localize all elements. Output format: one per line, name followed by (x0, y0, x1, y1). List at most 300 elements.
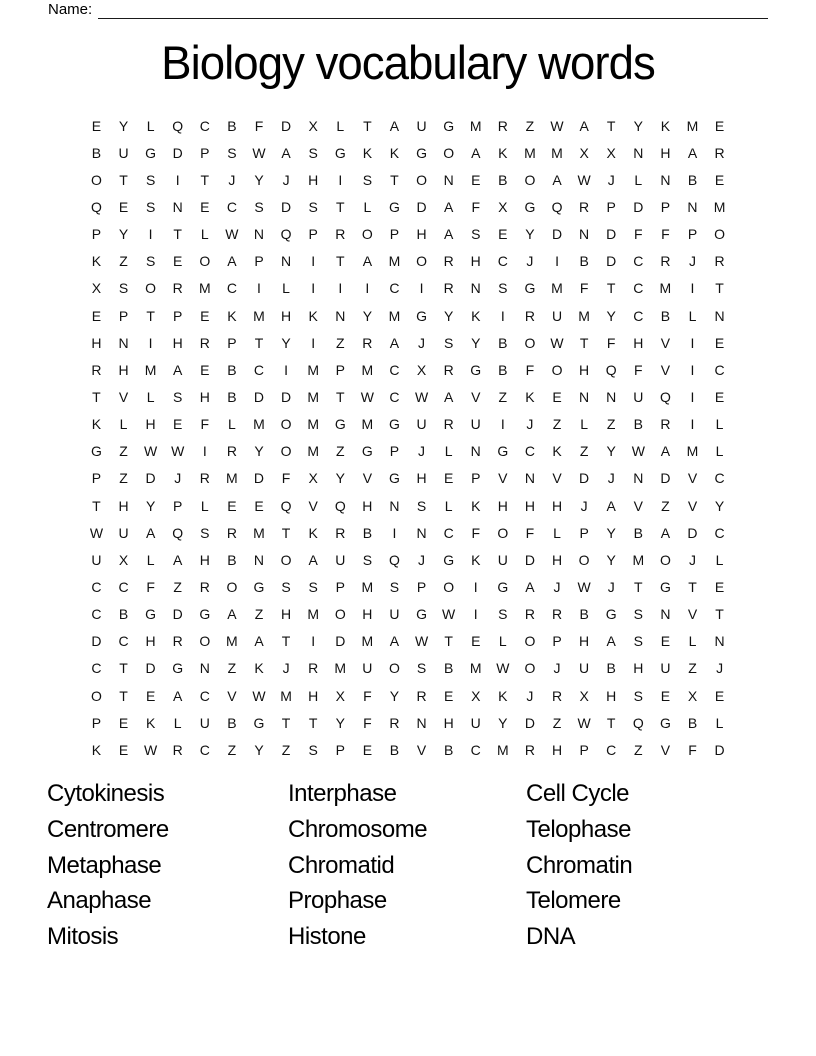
grid-letter: M (388, 253, 401, 270)
grid-letter: G (253, 578, 265, 595)
grid-letter: B (498, 334, 508, 351)
grid-letter: Q (90, 198, 102, 215)
grid-letter: N (524, 470, 535, 487)
grid-letter: C (470, 741, 481, 758)
grid-letter: Z (661, 497, 670, 514)
grid-letter: T (200, 171, 210, 188)
grid-letter: A (173, 361, 183, 378)
grid-letter: E (118, 714, 129, 731)
grid-letter: R (416, 687, 427, 704)
grid-letter: T (119, 660, 128, 677)
grid-letter: G (470, 361, 482, 378)
grid-letter: Y (335, 714, 345, 731)
grid-letter: L (444, 443, 453, 460)
grid-letter: R (714, 144, 725, 161)
grid-letter: M (253, 307, 265, 324)
grid-letter: F (525, 524, 535, 541)
grid-letter: D (551, 226, 563, 243)
grid-letter: V (498, 470, 508, 487)
grid-letter: J (418, 443, 426, 460)
grid-letter: U (118, 144, 129, 161)
grid-letter: R (579, 198, 590, 215)
grid-letter: P (416, 578, 427, 595)
grid-letter: N (389, 497, 400, 514)
grid-letter: L (688, 633, 697, 650)
grid-letter: K (498, 687, 508, 704)
grid-letter: B (633, 524, 643, 541)
grid-letter: V (308, 497, 318, 514)
grid-letter: I (690, 280, 695, 297)
grid-letter: W (414, 388, 429, 405)
grid-letter: Q (551, 198, 563, 215)
grid-letter: M (469, 117, 482, 134)
grid-letter: A (606, 497, 616, 514)
grid-letter: B (660, 307, 671, 324)
grid-letter: U (579, 660, 590, 677)
grid-letter: F (688, 741, 697, 758)
grid-letter: Q (632, 714, 644, 731)
grid-letter: S (145, 198, 156, 215)
grid-letter: H (118, 361, 129, 378)
grid-letter: S (633, 687, 643, 704)
grid-letter: I (500, 307, 505, 324)
grid-letter: T (119, 171, 128, 188)
grid-letter: B (118, 606, 129, 623)
grid-letter: O (714, 226, 726, 243)
grid-letter: P (91, 226, 102, 243)
grid-letter: L (336, 117, 345, 134)
grid-letter: D (606, 253, 617, 270)
grid-letter: N (714, 307, 725, 324)
grid-letter: L (444, 497, 453, 514)
grid-letter: U (660, 660, 671, 677)
grid-letter: E (145, 687, 156, 704)
grid-letter: H (579, 361, 590, 378)
grid-letter: L (282, 280, 290, 297)
grid-letter: Z (525, 117, 535, 134)
grid-letter: C (226, 280, 237, 297)
grid-letter: I (311, 253, 316, 270)
grid-letter: H (551, 497, 563, 514)
grid-letter: B (606, 660, 616, 677)
grid-letter: S (227, 144, 237, 161)
grid-letter: A (660, 443, 671, 460)
grid-letter: I (690, 416, 695, 433)
grid-letter: N (606, 388, 617, 405)
grid-letter: M (307, 388, 319, 405)
grid-letter: G (659, 714, 671, 731)
grid-letter: N (416, 714, 427, 731)
grid-letter: B (362, 524, 373, 541)
grid-letter: F (579, 280, 589, 297)
grid-letter: Y (389, 687, 400, 704)
grid-letter: K (471, 497, 481, 514)
grid-letter: L (363, 198, 372, 215)
grid-letter: Y (118, 117, 129, 134)
grid-letter: N (281, 253, 292, 270)
grid-letter: M (551, 144, 563, 161)
grid-letter: J (526, 687, 534, 704)
grid-letter: F (363, 687, 372, 704)
grid-letter: R (551, 687, 563, 704)
grid-letter: P (552, 633, 562, 650)
grid-letter: E (200, 361, 210, 378)
grid-letter: A (281, 144, 291, 161)
grid-letter: U (633, 388, 644, 405)
grid-letter: P (660, 198, 671, 215)
grid-letter: T (335, 198, 345, 215)
grid-letter: O (578, 551, 590, 568)
grid-letter: E (714, 334, 725, 351)
grid-letter: A (687, 144, 698, 161)
grid-letter: R (443, 416, 454, 433)
grid-letter: G (416, 144, 427, 161)
grid-letter: W (550, 117, 564, 134)
grid-letter: H (660, 144, 671, 161)
grid-letter: I (311, 633, 316, 650)
grid-letter: N (470, 443, 481, 460)
grid-letter: S (281, 578, 291, 595)
grid-letter: T (606, 117, 616, 134)
grid-letter: V (660, 361, 671, 378)
grid-letter: S (200, 524, 210, 541)
grid-letter: W (360, 388, 374, 405)
grid-letter: X (471, 687, 481, 704)
grid-letter: H (443, 714, 454, 731)
grid-letter: M (578, 307, 590, 324)
word-list-item: Centromere (47, 815, 169, 843)
grid-letter: V (660, 741, 671, 758)
grid-letter: Y (633, 117, 643, 134)
name-label: Name: (48, 1, 93, 18)
grid-letter: A (606, 633, 616, 650)
grid-letter: M (361, 578, 374, 595)
grid-letter: F (525, 361, 535, 378)
grid-letter: B (389, 741, 400, 758)
word-list-column (47, 776, 288, 955)
grid-letter: P (687, 226, 698, 243)
grid-letter: D (281, 388, 292, 405)
grid-letter: J (282, 171, 290, 188)
grid-letter: A (308, 551, 318, 568)
grid-letter: Y (254, 443, 264, 460)
grid-letter: U (362, 660, 373, 677)
grid-letter: R (172, 280, 183, 297)
grid-letter: P (335, 741, 345, 758)
grid-letter: Z (254, 606, 264, 623)
grid-letter: H (145, 633, 156, 650)
grid-letter: S (308, 741, 318, 758)
grid-letter: Y (606, 524, 616, 541)
grid-letter: J (607, 171, 615, 188)
grid-letter: L (146, 117, 155, 134)
grid-letter: C (443, 524, 454, 541)
grid-letter: U (389, 606, 400, 623)
grid-letter: S (173, 388, 183, 405)
grid-letter: L (498, 633, 507, 650)
grid-letter: D (687, 524, 698, 541)
grid-letter: D (91, 633, 102, 650)
grid-letter: G (524, 280, 536, 297)
grid-letter: F (200, 416, 210, 433)
grid-letter: R (389, 714, 400, 731)
grid-letter: J (526, 416, 534, 433)
grid-letter: H (524, 497, 535, 514)
grid-letter: C (606, 741, 617, 758)
grid-letter: V (687, 470, 698, 487)
grid-letter: P (579, 741, 589, 758)
grid-letter: K (389, 144, 400, 161)
grid-letter: B (227, 551, 237, 568)
grid-letter: B (579, 606, 589, 623)
grid-letter: P (254, 253, 264, 270)
grid-letter: M (307, 606, 319, 623)
grid-letter: Y (606, 551, 616, 568)
grid-letter: X (308, 470, 318, 487)
grid-letter: G (253, 714, 265, 731)
grid-letter: W (631, 443, 645, 460)
grid-letter: G (497, 443, 509, 460)
grid-letter: E (471, 633, 481, 650)
grid-letter: Q (280, 497, 292, 514)
grid-letter: K (145, 714, 156, 731)
grid-letter: V (660, 334, 671, 351)
grid-letter: D (281, 117, 292, 134)
grid-letter: B (443, 741, 454, 758)
grid-letter: I (175, 171, 180, 188)
grid-letter: E (173, 416, 183, 433)
grid-letter: W (144, 443, 158, 460)
grid-letter: R (524, 307, 535, 324)
grid-letter: C (199, 117, 210, 134)
grid-letter: C (118, 633, 129, 650)
grid-letter: N (687, 198, 698, 215)
grid-letter: D (606, 226, 617, 243)
grid-letter: G (443, 551, 455, 568)
grid-letter: V (227, 687, 237, 704)
grid-letter: E (714, 117, 725, 134)
grid-letter: G (334, 144, 346, 161)
grid-letter: M (307, 361, 319, 378)
grid-letter: Y (498, 714, 508, 731)
grid-letter: C (633, 280, 644, 297)
grid-letter: V (552, 470, 562, 487)
grid-letter: O (90, 687, 102, 704)
grid-letter: J (418, 334, 426, 351)
grid-letter: T (688, 578, 697, 595)
grid-letter: Q (172, 524, 184, 541)
grid-letter: B (227, 361, 237, 378)
grid-letter: R (308, 660, 319, 677)
grid-letter: Y (606, 443, 616, 460)
grid-letter: X (687, 687, 698, 704)
grid-letter: J (688, 551, 696, 568)
grid-letter: B (227, 714, 237, 731)
grid-letter: C (118, 578, 129, 595)
grid-letter: J (553, 578, 561, 595)
grid-letter: G (334, 416, 346, 433)
grid-letter: H (551, 741, 563, 758)
grid-letter: T (579, 334, 589, 351)
grid-letter: X (335, 687, 345, 704)
grid-letter: R (199, 470, 210, 487)
grid-letter: A (173, 551, 183, 568)
word-list-item: DNA (526, 923, 576, 951)
grid-letter: Z (227, 741, 237, 758)
grid-letter: T (281, 524, 291, 541)
grid-letter: T (281, 714, 291, 731)
grid-letter: Q (172, 117, 184, 134)
grid-letter: U (470, 416, 481, 433)
grid-letter: M (659, 280, 672, 297)
grid-letter: H (281, 307, 292, 324)
grid-letter: J (688, 253, 696, 270)
grid-letter: R (226, 443, 237, 460)
grid-letter: A (471, 144, 481, 161)
grid-letter: Z (173, 578, 182, 595)
grid-letter: A (362, 253, 373, 270)
grid-letter: H (362, 606, 373, 623)
grid-letter: L (553, 524, 561, 541)
grid-letter: S (416, 660, 427, 677)
grid-letter: X (579, 687, 589, 704)
grid-letter: Q (659, 388, 671, 405)
grid-letter: O (389, 660, 400, 677)
grid-letter: L (715, 416, 724, 433)
word-list-item: Telophase (526, 815, 631, 843)
grid-letter: W (225, 226, 239, 243)
grid-letter: D (579, 470, 590, 487)
grid-letter: Q (389, 551, 400, 568)
grid-letter: H (551, 551, 563, 568)
grid-letter: R (362, 334, 373, 351)
grid-letter: M (198, 280, 211, 297)
grid-letter: M (632, 551, 645, 568)
grid-letter: D (145, 660, 156, 677)
grid-letter: S (145, 171, 156, 188)
grid-letter: P (118, 307, 129, 324)
grid-letter: N (253, 551, 265, 568)
grid-letter: M (334, 660, 347, 677)
grid-letter: D (253, 470, 265, 487)
grid-letter: O (416, 171, 427, 188)
grid-letter: A (227, 253, 237, 270)
word-list-item: Histone (288, 923, 366, 951)
grid-letter: E (362, 741, 373, 758)
grid-letter: S (471, 226, 481, 243)
grid-letter: Y (254, 741, 264, 758)
grid-letter: B (227, 117, 237, 134)
grid-letter: R (91, 361, 102, 378)
word-list-column (526, 776, 786, 955)
grid-letter: P (173, 307, 183, 324)
grid-letter: L (715, 551, 724, 568)
grid-letter: E (498, 226, 508, 243)
grid-letter: O (443, 144, 455, 161)
word-list-item: Anaphase (47, 887, 152, 915)
grid-letter: Z (634, 741, 643, 758)
grid-letter: V (633, 497, 643, 514)
grid-letter: E (227, 497, 237, 514)
grid-letter: G (389, 470, 400, 487)
grid-letter: M (551, 280, 563, 297)
grid-letter: Z (335, 443, 345, 460)
grid-letter: R (551, 606, 563, 623)
grid-letter: S (145, 253, 156, 270)
grid-letter: K (471, 551, 481, 568)
grid-letter: O (226, 578, 238, 595)
grid-letter: I (419, 280, 424, 297)
grid-letter: L (200, 226, 209, 243)
grid-letter: M (280, 687, 292, 704)
grid-letter: O (199, 253, 211, 270)
grid-letter: I (311, 334, 316, 351)
grid-letter: R (660, 416, 671, 433)
grid-letter: U (416, 416, 427, 433)
grid-letter: O (280, 443, 292, 460)
grid-letter: J (526, 253, 534, 270)
grid-letter: T (606, 714, 616, 731)
grid-letter: U (470, 714, 481, 731)
grid-letter: E (714, 388, 725, 405)
grid-letter: L (146, 551, 155, 568)
grid-letter: A (552, 171, 562, 188)
grid-letter: O (361, 226, 373, 243)
grid-letter: P (579, 524, 589, 541)
grid-letter: F (254, 117, 264, 134)
grid-letter: S (118, 280, 129, 297)
grid-letter: G (524, 198, 536, 215)
grid-letter: G (90, 443, 102, 460)
grid-letter: L (200, 497, 209, 514)
grid-letter: I (690, 388, 695, 405)
grid-letter: M (361, 416, 374, 433)
grid-letter: H (470, 253, 481, 270)
grid-letter: T (335, 388, 345, 405)
grid-letter: D (633, 198, 644, 215)
grid-letter: B (687, 171, 698, 188)
grid-letter: I (365, 280, 370, 297)
grid-letter: C (199, 741, 210, 758)
grid-letter: M (253, 524, 265, 541)
grid-letter: Y (254, 171, 264, 188)
grid-letter: W (144, 741, 158, 758)
grid-letter: M (686, 443, 699, 460)
grid-letter: D (714, 741, 725, 758)
grid-letter: A (443, 198, 454, 215)
grid-letter: H (91, 334, 102, 351)
grid-letter: S (498, 280, 508, 297)
grid-letter: G (416, 606, 427, 623)
grid-letter: A (579, 117, 589, 134)
grid-letter: C (633, 307, 644, 324)
grid-letter: I (148, 226, 153, 243)
grid-letter: O (90, 171, 102, 188)
grid-letter: G (172, 660, 184, 677)
grid-letter: P (335, 361, 345, 378)
grid-letter: S (389, 578, 400, 595)
grid-letter: F (471, 198, 481, 215)
grid-letter: C (91, 578, 102, 595)
grid-letter: X (118, 551, 129, 568)
grid-letter: U (91, 551, 102, 568)
grid-letter: T (308, 714, 318, 731)
grid-letter: X (579, 144, 589, 161)
grid-letter: S (308, 144, 318, 161)
grid-letter: H (362, 497, 373, 514)
grid-letter: J (228, 171, 236, 188)
grid-letter: E (91, 117, 102, 134)
